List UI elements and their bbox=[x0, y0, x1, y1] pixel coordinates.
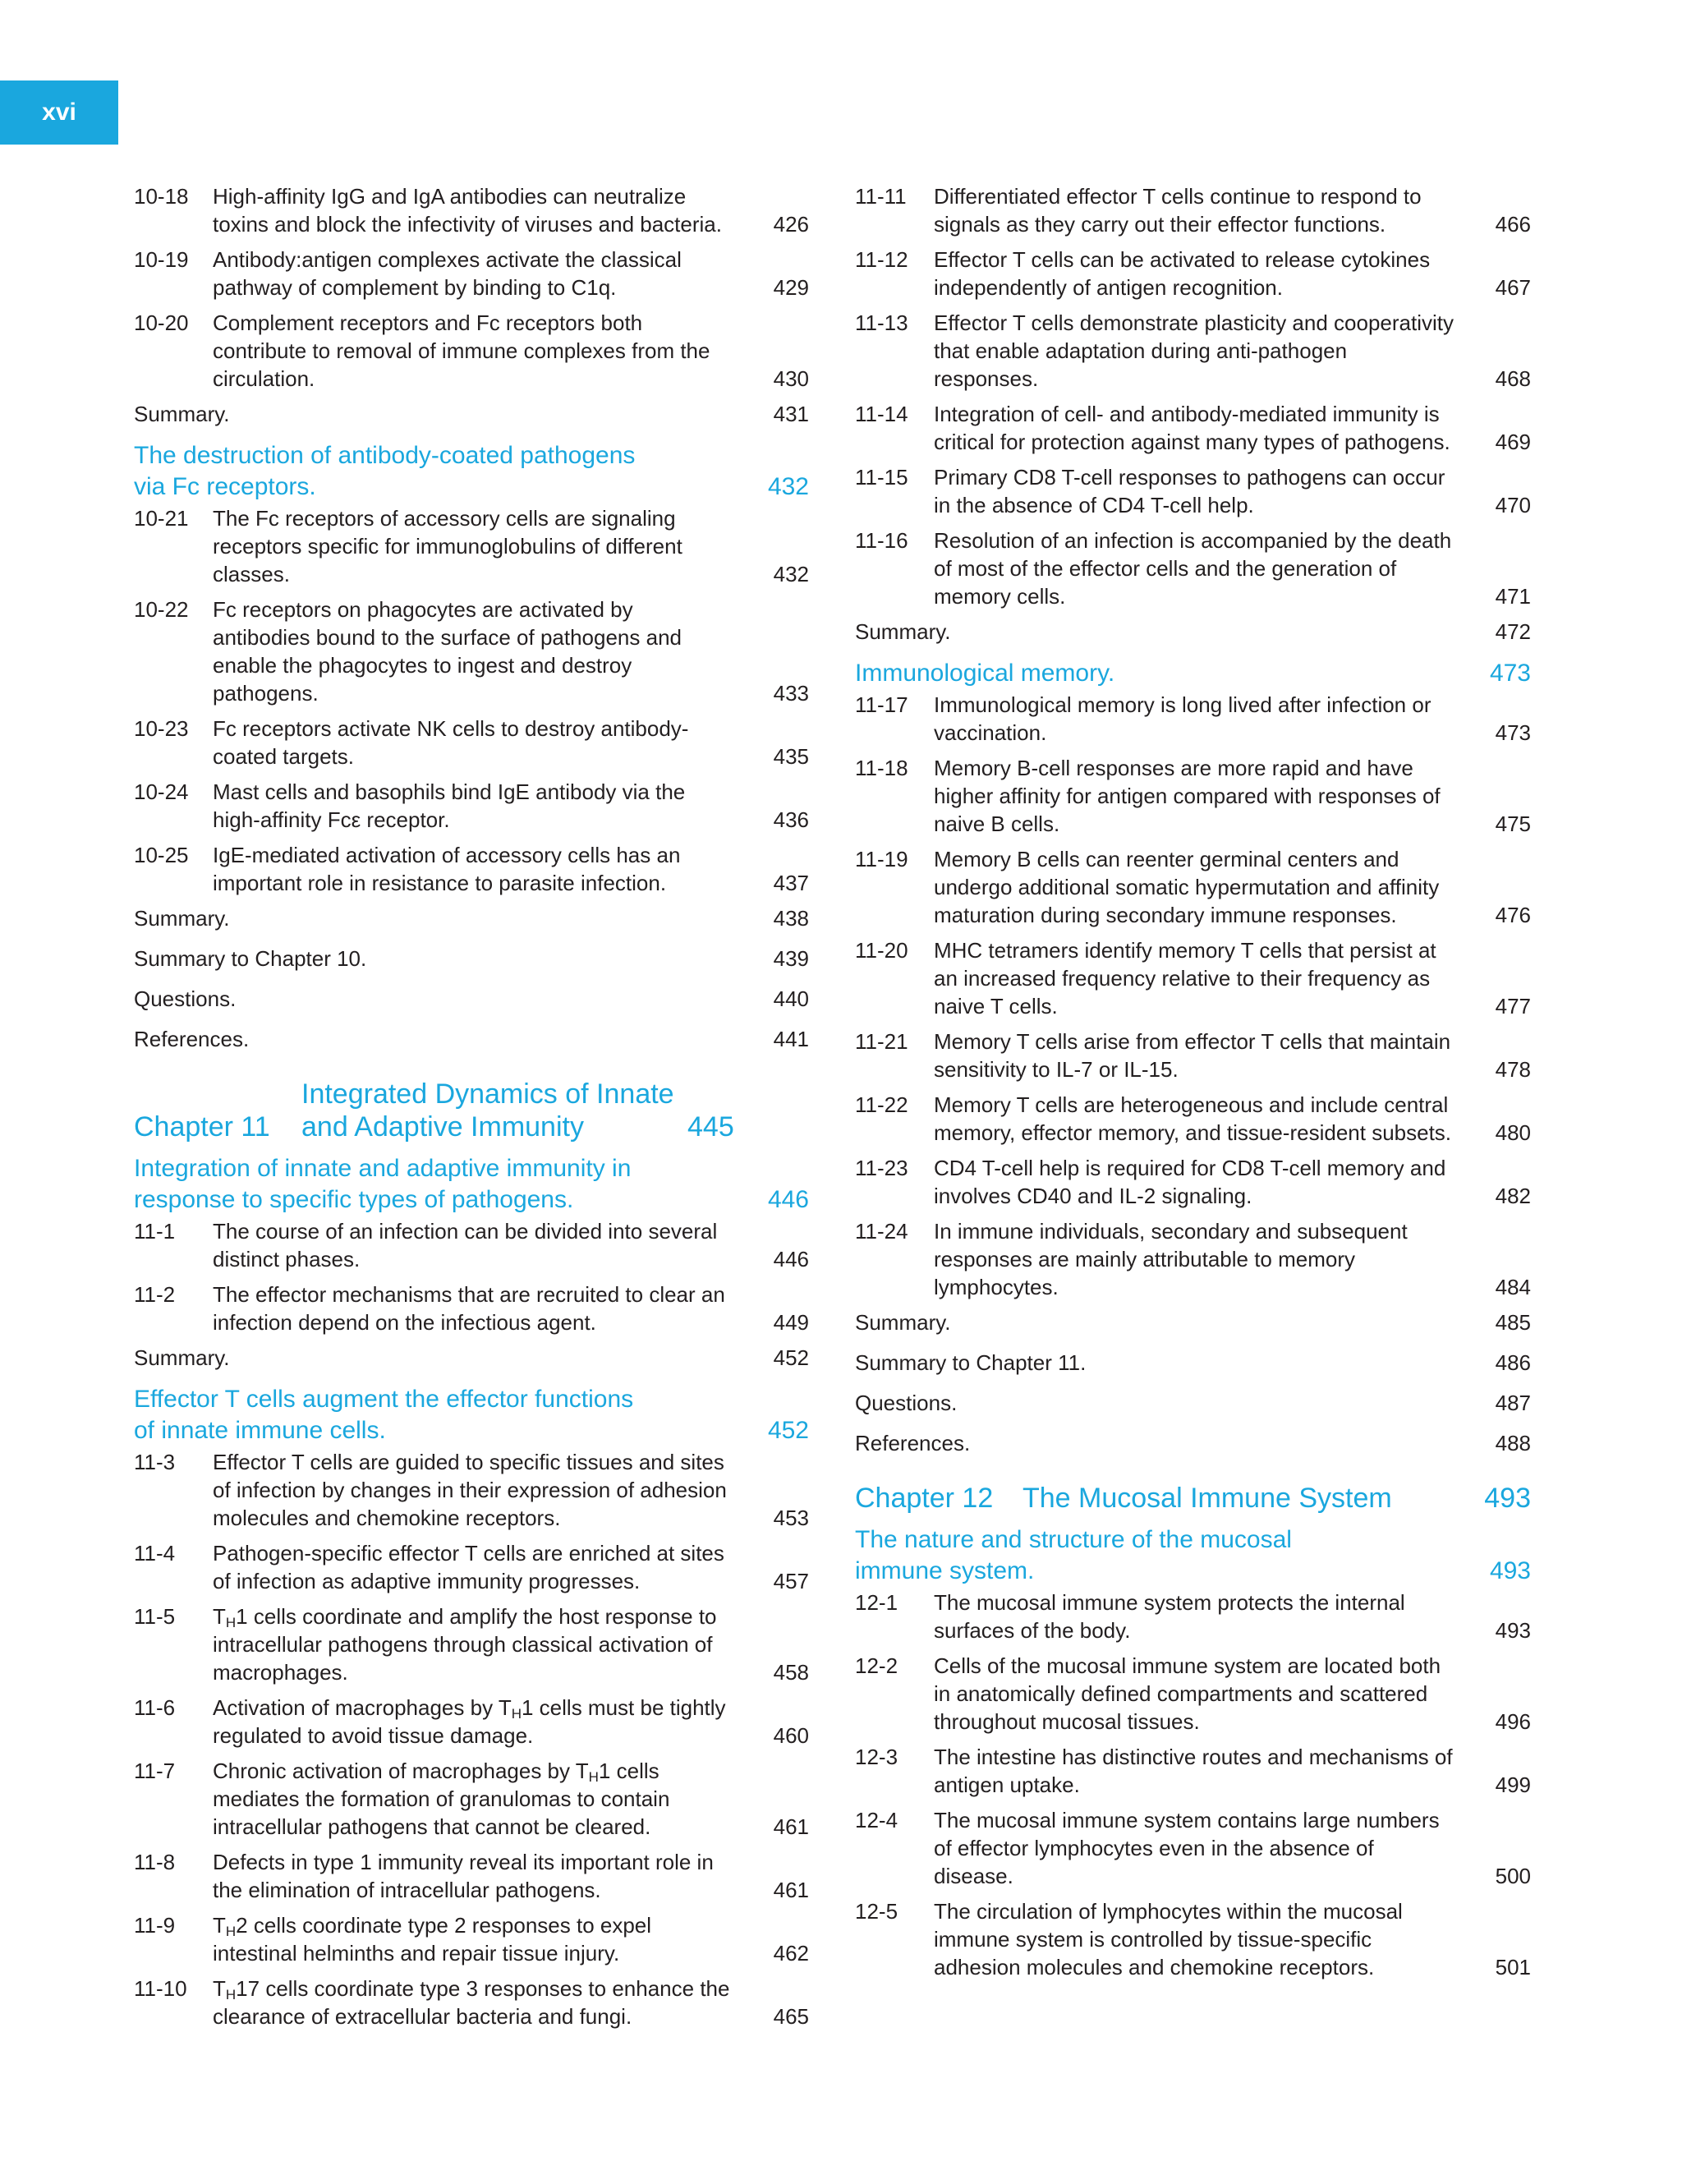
section-page-number: 446 bbox=[767, 1186, 809, 1213]
toc-plain-entry bbox=[134, 1344, 809, 1372]
entry-number: 11-7 bbox=[134, 1759, 176, 1783]
entry-number: 10-22 bbox=[134, 597, 189, 622]
entry-title bbox=[934, 463, 1467, 519]
entry-title-prefix: T bbox=[213, 1976, 226, 2001]
entry-title-text: The course of an infection can be divided into several distinct phases. bbox=[213, 1219, 718, 1271]
toc-entry bbox=[134, 182, 809, 238]
plain-entry-page-number: 485 bbox=[1495, 1310, 1531, 1335]
entry-title-text: Memory B-cell responses are more rapid and have higher affinity for antigen compared with responses of naive B cells. bbox=[934, 756, 1441, 836]
toc-plain-entry bbox=[134, 985, 809, 1013]
entry-page-number: 500 bbox=[1495, 1864, 1531, 1888]
toc-entry bbox=[855, 309, 1531, 393]
entry-title bbox=[934, 845, 1467, 929]
section-title: Effector T cells augment the effector functions of innate immune cells. bbox=[134, 1386, 634, 1444]
toc-entry bbox=[134, 1911, 809, 1967]
entry-title-text: The effector mechanisms that are recruited to clear an infection depend on the infectious agent. bbox=[213, 1282, 725, 1335]
entry-title bbox=[213, 1448, 745, 1532]
toc-entry bbox=[134, 504, 809, 588]
plain-entry-page-number: 431 bbox=[773, 402, 809, 426]
plain-entry-page-number: 438 bbox=[773, 906, 809, 931]
toc-plain-entry bbox=[855, 1349, 1531, 1377]
entry-title bbox=[213, 841, 745, 897]
entry-title bbox=[213, 246, 745, 301]
entry-title-text: Immunological memory is long lived after infection or vaccination. bbox=[934, 692, 1432, 745]
toc-entry bbox=[134, 246, 809, 301]
toc-plain-entry bbox=[134, 1025, 809, 1053]
entry-title-text: 1 cells coordinate and amplify the host response to intracellular pathogens through classical activation of macrophages. bbox=[213, 1604, 717, 1685]
section-page-number: 452 bbox=[767, 1417, 809, 1444]
entry-number: 11-1 bbox=[134, 1219, 176, 1244]
toc-entry bbox=[855, 754, 1531, 838]
entry-title-text: Memory T cells are heterogeneous and include central memory, effector memory, and tissue-resident subsets. bbox=[934, 1092, 1452, 1145]
entry-number: 11-17 bbox=[855, 692, 908, 717]
entry-number: 10-23 bbox=[134, 716, 189, 741]
entry-title-text: The Fc receptors of accessory cells are signaling receptors specific for immunoglobulins of different classes. bbox=[213, 506, 682, 586]
entry-page-number: 484 bbox=[1495, 1275, 1531, 1299]
entry-title-prefix: T bbox=[213, 1913, 226, 1938]
entry-title bbox=[213, 778, 745, 834]
entry-number: 12-1 bbox=[855, 1590, 898, 1615]
toc-entry bbox=[855, 1652, 1531, 1736]
toc-entry bbox=[855, 1806, 1531, 1890]
plain-entry-title: Questions. bbox=[134, 986, 237, 1011]
section-title: Integration of innate and adaptive immunity in response to specific types of pathogens. bbox=[134, 1155, 632, 1213]
entry-number: 11-22 bbox=[855, 1092, 908, 1117]
section-page-number: 432 bbox=[767, 473, 809, 500]
entry-page-number: 453 bbox=[773, 1506, 809, 1530]
entry-page-number: 461 bbox=[773, 1878, 809, 1902]
entry-title bbox=[213, 309, 745, 393]
entry-title-text: Defects in type 1 immunity reveal its important role in the elimination of intracellular pathogens. bbox=[213, 1850, 714, 1902]
entry-number: 10-25 bbox=[134, 843, 189, 867]
toc-entry bbox=[134, 1448, 809, 1532]
entry-page-number: 476 bbox=[1495, 903, 1531, 927]
toc-entry bbox=[134, 1602, 809, 1686]
entry-page-number: 467 bbox=[1495, 275, 1531, 300]
toc-entry bbox=[855, 463, 1531, 519]
entry-page-number: 475 bbox=[1495, 812, 1531, 836]
toc-entry bbox=[855, 1091, 1531, 1147]
entry-title bbox=[934, 1897, 1467, 1981]
entry-title bbox=[934, 246, 1467, 301]
entry-title bbox=[213, 1848, 745, 1904]
entry-title bbox=[934, 1217, 1467, 1301]
entry-title bbox=[213, 1539, 745, 1595]
entry-title bbox=[934, 1154, 1467, 1210]
toc-entry bbox=[134, 1757, 809, 1841]
entry-page-number: 471 bbox=[1495, 584, 1531, 609]
entry-title bbox=[213, 1602, 745, 1686]
entry-number: 12-4 bbox=[855, 1808, 898, 1832]
entry-title-text: CD4 T-cell help is required for CD8 T-cell memory and involves CD40 and IL-2 signaling. bbox=[934, 1156, 1446, 1208]
entry-title bbox=[213, 1694, 745, 1749]
toc-entry bbox=[134, 841, 809, 897]
entry-title-text: High-affinity IgG and IgA antibodies can neutralize toxins and block the infectivity of viruses and bacteria. bbox=[213, 184, 722, 237]
plain-entry-title: Summary to Chapter 11. bbox=[855, 1350, 1087, 1375]
chapter-title: Integrated Dynamics of Innate and Adaptive Immunity bbox=[301, 1078, 674, 1143]
toc-section-heading bbox=[134, 1384, 809, 1446]
entry-page-number: 499 bbox=[1495, 1772, 1531, 1797]
entry-number: 11-11 bbox=[855, 184, 907, 209]
plain-entry-title: Summary. bbox=[134, 906, 230, 931]
entry-title bbox=[934, 691, 1467, 747]
plain-entry-title: Summary. bbox=[855, 619, 951, 644]
toc-entry bbox=[134, 1694, 809, 1749]
toc-entry bbox=[855, 845, 1531, 929]
entry-number: 10-19 bbox=[134, 247, 189, 272]
entry-number: 11-15 bbox=[855, 465, 908, 490]
entry-number: 12-3 bbox=[855, 1745, 898, 1769]
entry-title bbox=[934, 1028, 1467, 1083]
toc-entry bbox=[134, 778, 809, 834]
section-page-number: 493 bbox=[1489, 1557, 1531, 1584]
entry-title-text: 2 cells coordinate type 2 responses to expel intestinal helminths and repair tissue injury. bbox=[213, 1913, 652, 1966]
entry-title bbox=[934, 1091, 1467, 1147]
toc-entry bbox=[855, 1154, 1531, 1210]
entry-title-text: Fc receptors on phagocytes are activated by antibodies bound to the surface of pathogens and enable the phagocytes to ingest and destroy pathogens. bbox=[213, 597, 682, 706]
entry-page-number: 458 bbox=[773, 1660, 809, 1685]
entry-number: 12-5 bbox=[855, 1899, 898, 1924]
entry-number: 11-8 bbox=[134, 1850, 176, 1874]
entry-title-text: MHC tetramers identify memory T cells that persist at an increased frequency relative to their frequency as naive T cells. bbox=[934, 938, 1436, 1018]
entry-number: 11-3 bbox=[134, 1450, 176, 1474]
entry-page-number: 480 bbox=[1495, 1120, 1531, 1145]
entry-title-text: Primary CD8 T-cell responses to pathogens can occur in the absence of CD4 T-cell help. bbox=[934, 465, 1445, 517]
entry-title-text: Complement receptors and Fc receptors both contribute to removal of immune complexes from the circulation. bbox=[213, 310, 710, 391]
entry-title bbox=[934, 754, 1467, 838]
entry-page-number: 433 bbox=[773, 681, 809, 706]
entry-number: 11-20 bbox=[855, 938, 908, 963]
entry-page-number: 449 bbox=[773, 1310, 809, 1335]
plain-entry-page-number: 486 bbox=[1495, 1350, 1531, 1375]
plain-entry-page-number: 472 bbox=[1495, 619, 1531, 644]
toc-plain-entry bbox=[134, 400, 809, 428]
entry-page-number: 426 bbox=[773, 212, 809, 237]
entry-number: 11-13 bbox=[855, 310, 908, 335]
entry-title-text: Differentiated effector T cells continue to respond to signals as they carry out their effector functions. bbox=[934, 184, 1422, 237]
toc-section-heading bbox=[855, 658, 1531, 689]
plain-entry-page-number: 452 bbox=[773, 1345, 809, 1370]
plain-entry-title: Summary. bbox=[134, 1345, 230, 1370]
entry-page-number: 468 bbox=[1495, 366, 1531, 391]
entry-number: 11-12 bbox=[855, 247, 908, 272]
entry-number: 11-6 bbox=[134, 1695, 176, 1720]
toc-chapter-heading bbox=[134, 1078, 809, 1143]
entry-title-text: 1 cells must be tightly regulated to avoid tissue damage. bbox=[213, 1695, 726, 1748]
entry-page-number: 446 bbox=[773, 1247, 809, 1271]
toc-plain-entry bbox=[134, 945, 809, 972]
entry-page-number: 429 bbox=[773, 275, 809, 300]
entry-page-number: 465 bbox=[773, 2004, 809, 2029]
toc-entry bbox=[855, 1589, 1531, 1644]
toc-right-column bbox=[855, 182, 1531, 1989]
entry-title bbox=[934, 1806, 1467, 1890]
toc-chapter-heading bbox=[855, 1482, 1531, 1515]
toc-entry bbox=[134, 309, 809, 393]
toc-left-column bbox=[134, 182, 809, 2038]
plain-entry-title: Summary. bbox=[855, 1310, 951, 1335]
entry-title bbox=[213, 1217, 745, 1273]
entry-page-number: 462 bbox=[773, 1941, 809, 1966]
entry-title bbox=[213, 1757, 745, 1841]
entry-page-number: 435 bbox=[773, 744, 809, 769]
toc-section-heading bbox=[855, 1524, 1531, 1587]
entry-number: 11-2 bbox=[134, 1282, 176, 1307]
entry-title-prefix: Chronic activation of macrophages by T bbox=[213, 1759, 589, 1783]
toc-entry bbox=[855, 1028, 1531, 1083]
plain-entry-title: Summary. bbox=[134, 402, 230, 426]
entry-title-text: Pathogen-specific effector T cells are enriched at sites of infection as adaptive immunity progresses. bbox=[213, 1541, 724, 1593]
toc-entry bbox=[855, 1743, 1531, 1799]
entry-title-text: Effector T cells are guided to specific tissues and sites of infection by changes in their expression of adhesion molecules and chemokine receptors. bbox=[213, 1450, 727, 1530]
entry-page-number: 478 bbox=[1495, 1057, 1531, 1082]
chapter-title: The Mucosal Immune System bbox=[1023, 1483, 1392, 1514]
toc-entry bbox=[855, 691, 1531, 747]
entry-number: 11-19 bbox=[855, 847, 908, 871]
entry-page-number: 461 bbox=[773, 1814, 809, 1839]
entry-page-number: 430 bbox=[773, 366, 809, 391]
plain-entry-title: References. bbox=[134, 1027, 250, 1051]
entry-number: 11-9 bbox=[134, 1913, 176, 1938]
entry-title bbox=[934, 936, 1467, 1020]
entry-number: 10-21 bbox=[134, 506, 189, 531]
toc-plain-entry bbox=[855, 618, 1531, 646]
entry-page-number: 469 bbox=[1495, 430, 1531, 454]
entry-title-subscript: H bbox=[225, 1987, 237, 2002]
toc-entry bbox=[855, 246, 1531, 301]
entry-number: 12-2 bbox=[855, 1653, 898, 1678]
toc-entry bbox=[134, 1848, 809, 1904]
entry-title-text: IgE-mediated activation of accessory cells has an important role in resistance to parasite infection. bbox=[213, 843, 681, 895]
entry-title-text: Effector T cells demonstrate plasticity and cooperativity that enable adaptation during anti-pathogen responses. bbox=[934, 310, 1454, 391]
entry-title-text: Resolution of an infection is accompanied by the death of most of the effector cells and the generation of memory cells. bbox=[934, 528, 1452, 609]
entry-number: 11-5 bbox=[134, 1604, 176, 1629]
entry-title-subscript: H bbox=[225, 1924, 237, 1939]
entry-page-number: 493 bbox=[1495, 1618, 1531, 1643]
plain-entry-page-number: 488 bbox=[1495, 1431, 1531, 1455]
entry-number: 11-24 bbox=[855, 1219, 908, 1244]
entry-title-text: The mucosal immune system contains large numbers of effector lymphocytes even in the absence of disease. bbox=[934, 1808, 1440, 1888]
entry-page-number: 470 bbox=[1495, 493, 1531, 517]
entry-page-number: 437 bbox=[773, 871, 809, 895]
entry-title-text: The intestine has distinctive routes and mechanisms of antigen uptake. bbox=[934, 1745, 1453, 1797]
entry-page-number: 457 bbox=[773, 1569, 809, 1593]
chapter-page-number: 493 bbox=[1484, 1483, 1531, 1514]
entry-title bbox=[213, 1975, 745, 2030]
plain-entry-title: References. bbox=[855, 1431, 971, 1455]
entry-number: 11-18 bbox=[855, 756, 908, 780]
section-page-number: 473 bbox=[1489, 660, 1531, 687]
entry-number: 11-23 bbox=[855, 1156, 908, 1180]
entry-title-text: Antibody:antigen complexes activate the classical pathway of complement by binding to C1q. bbox=[213, 247, 682, 300]
toc-section-heading bbox=[134, 1153, 809, 1216]
entry-title-text: Cells of the mucosal immune system are located both in anatomically defined compartments and scattered throughout mucosal tissues. bbox=[934, 1653, 1441, 1734]
toc-entry bbox=[134, 1217, 809, 1273]
entry-title bbox=[213, 182, 745, 238]
entry-title bbox=[934, 309, 1467, 393]
toc-entry bbox=[855, 1897, 1531, 1981]
entry-page-number: 501 bbox=[1495, 1955, 1531, 1979]
plain-entry-page-number: 487 bbox=[1495, 1391, 1531, 1415]
entry-number: 10-24 bbox=[134, 779, 189, 804]
section-title: The nature and structure of the mucosal immune system. bbox=[855, 1526, 1292, 1584]
entry-number: 11-10 bbox=[134, 1976, 187, 2001]
entry-title bbox=[213, 595, 745, 707]
entry-title-prefix: Activation of macrophages by T bbox=[213, 1695, 512, 1720]
toc-plain-entry bbox=[855, 1389, 1531, 1417]
toc-section-heading bbox=[134, 440, 809, 503]
entry-title-text: In immune individuals, secondary and subsequent responses are mainly attributable to memory lymphocytes. bbox=[934, 1219, 1408, 1299]
entry-page-number: 432 bbox=[773, 562, 809, 586]
toc-entry bbox=[855, 182, 1531, 238]
entry-number: 11-21 bbox=[855, 1029, 908, 1054]
toc-entry bbox=[134, 1281, 809, 1336]
entry-title bbox=[934, 182, 1467, 238]
entry-number: 11-14 bbox=[855, 402, 908, 426]
entry-page-number: 466 bbox=[1495, 212, 1531, 237]
entry-page-number: 460 bbox=[773, 1723, 809, 1748]
entry-title-text: 1 cells mediates the formation of granulomas to contain intracellular pathogens that cannot be cleared. bbox=[213, 1759, 670, 1839]
toc-entry bbox=[134, 1975, 809, 2030]
entry-title-text: Fc receptors activate NK cells to destroy antibody-coated targets. bbox=[213, 716, 689, 769]
entry-page-number: 436 bbox=[773, 807, 809, 832]
toc-entry bbox=[855, 936, 1531, 1020]
entry-number: 11-4 bbox=[134, 1541, 176, 1566]
entry-title-text: Memory T cells arise from effector T cells that maintain sensitivity to IL-7 or IL-15. bbox=[934, 1029, 1451, 1082]
plain-entry-page-number: 439 bbox=[773, 946, 809, 971]
entry-title-text: Mast cells and basophils bind IgE antibody via the high-affinity Fcε receptor. bbox=[213, 779, 686, 832]
page-number: xvi bbox=[42, 99, 76, 126]
entry-title-text: The mucosal immune system protects the internal surfaces of the body. bbox=[934, 1590, 1405, 1643]
entry-page-number: 473 bbox=[1495, 720, 1531, 745]
toc-entry bbox=[855, 526, 1531, 610]
toc-entry bbox=[134, 715, 809, 770]
toc-entry bbox=[855, 400, 1531, 456]
entry-page-number: 496 bbox=[1495, 1709, 1531, 1734]
entry-title bbox=[213, 504, 745, 588]
plain-entry-title: Questions. bbox=[855, 1391, 958, 1415]
entry-title-prefix: T bbox=[213, 1604, 226, 1629]
toc-entry bbox=[134, 1539, 809, 1595]
section-title: Immunological memory. bbox=[855, 660, 1115, 687]
entry-title bbox=[934, 1743, 1467, 1799]
entry-title-subscript: H bbox=[511, 1706, 522, 1722]
entry-number: 10-20 bbox=[134, 310, 189, 335]
section-title: The destruction of antibody-coated pathogens via Fc receptors. bbox=[134, 442, 636, 500]
entry-title bbox=[934, 1652, 1467, 1736]
toc-entry bbox=[134, 595, 809, 707]
toc-plain-entry bbox=[855, 1429, 1531, 1457]
plain-entry-title: Summary to Chapter 10. bbox=[134, 946, 367, 971]
plain-entry-page-number: 441 bbox=[773, 1027, 809, 1051]
entry-title bbox=[213, 1911, 745, 1967]
entry-title bbox=[934, 1589, 1467, 1644]
entry-title bbox=[934, 400, 1467, 456]
entry-title-subscript: H bbox=[225, 1615, 237, 1630]
entry-title-text: Integration of cell- and antibody-mediated immunity is critical for protection against many types of pathogens. bbox=[934, 402, 1450, 454]
entry-title bbox=[934, 526, 1467, 610]
entry-title bbox=[213, 1281, 745, 1336]
entry-title-text: 17 cells coordinate type 3 responses to enhance the clearance of extracellular bacteria and fungi. bbox=[213, 1976, 730, 2029]
entry-title-text: The circulation of lymphocytes within the mucosal immune system is controlled by tissue-specific adhesion molecules and chemokine receptors. bbox=[934, 1899, 1403, 1979]
toc-plain-entry bbox=[855, 1308, 1531, 1336]
page-number-tab bbox=[0, 80, 118, 145]
entry-title-subscript: H bbox=[588, 1769, 599, 1785]
toc-entry bbox=[855, 1217, 1531, 1301]
entry-number: 10-18 bbox=[134, 184, 189, 209]
entry-page-number: 477 bbox=[1495, 994, 1531, 1018]
entry-page-number: 482 bbox=[1495, 1184, 1531, 1208]
entry-number: 11-16 bbox=[855, 528, 908, 553]
entry-title bbox=[213, 715, 745, 770]
plain-entry-page-number: 440 bbox=[773, 986, 809, 1011]
toc-plain-entry bbox=[134, 904, 809, 932]
entry-title-text: Memory B cells can reenter germinal centers and undergo additional somatic hypermutation and affinity maturation during secondary immune responses. bbox=[934, 847, 1440, 927]
entry-title-text: Effector T cells can be activated to release cytokines independently of antigen recognition. bbox=[934, 247, 1431, 300]
chapter-page-number: 445 bbox=[687, 1111, 734, 1143]
chapter-label: Chapter 11 bbox=[134, 1111, 270, 1143]
chapter-label: Chapter 12 bbox=[855, 1483, 994, 1514]
